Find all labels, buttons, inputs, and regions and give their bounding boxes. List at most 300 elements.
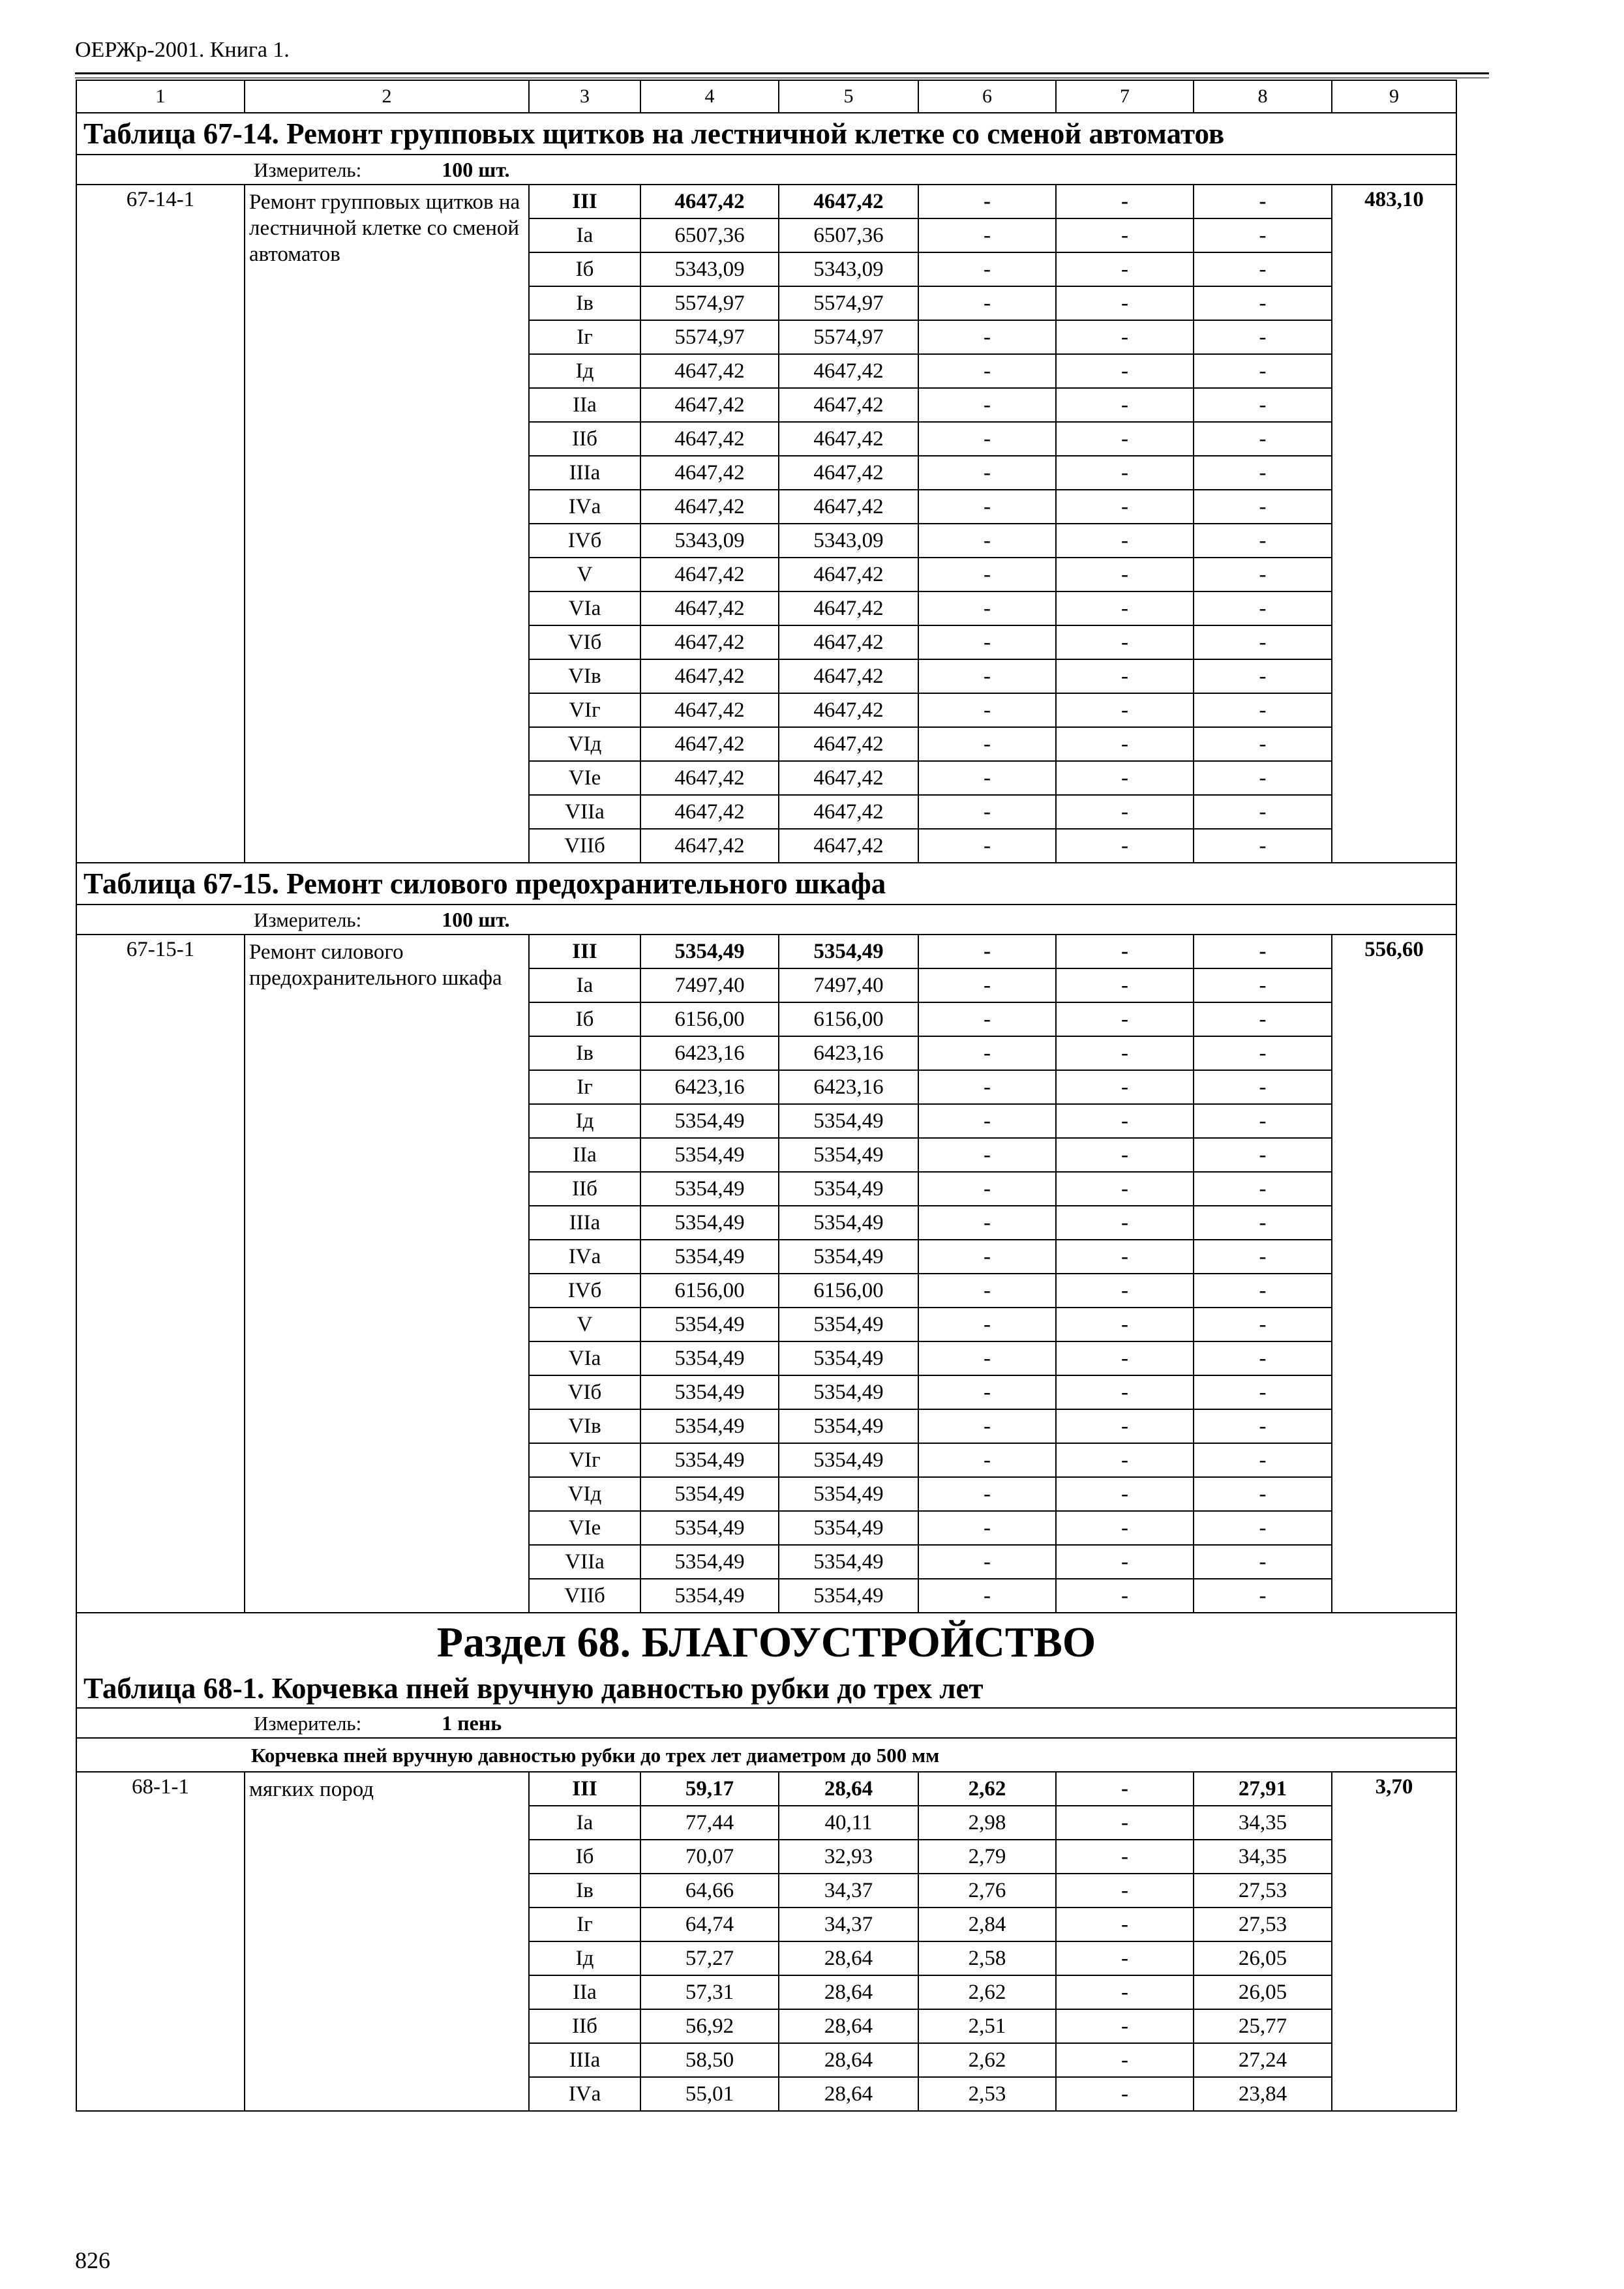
value-cell: 2,98	[918, 1806, 1056, 1840]
value-cell: 4647,42	[640, 727, 779, 761]
value-cell: -	[1056, 1579, 1194, 1613]
value-cell: 2,76	[918, 1874, 1056, 1908]
value-cell: 4647,42	[779, 795, 918, 829]
value-cell: 4647,42	[779, 761, 918, 795]
value-cell: -	[1194, 354, 1332, 388]
column-numbers-row	[76, 80, 1456, 113]
value-cell: -	[918, 727, 1056, 761]
value-cell: -	[1194, 558, 1332, 591]
value-cell: 4647,42	[779, 727, 918, 761]
value-cell: 28,64	[779, 1772, 918, 1806]
zone-cell: V	[529, 1308, 640, 1341]
rate-code: 67-15-1	[76, 935, 245, 1613]
zone-cell: VIIб	[529, 829, 640, 863]
value-cell: -	[918, 354, 1056, 388]
value-cell: 5354,49	[779, 1511, 918, 1545]
value-cell: 5354,49	[640, 1341, 779, 1375]
value-cell: -	[1194, 524, 1332, 558]
value-cell: -	[918, 1545, 1056, 1579]
value-cell: 4647,42	[640, 659, 779, 693]
value-cell: 5354,49	[779, 1579, 918, 1613]
value-cell: 6423,16	[640, 1070, 779, 1104]
value-cell: 59,17	[640, 1772, 779, 1806]
value-cell: 5574,97	[640, 286, 779, 320]
value-cell: -	[1194, 1172, 1332, 1206]
zone-cell: Iа	[529, 968, 640, 1002]
value-cell: -	[1194, 727, 1332, 761]
value-cell: 2,84	[918, 1908, 1056, 1941]
value-cell: -	[918, 1002, 1056, 1036]
value-cell: 4647,42	[640, 388, 779, 422]
table-row	[76, 935, 1456, 968]
value-cell: 5354,49	[779, 1104, 918, 1138]
value-cell: -	[1056, 1274, 1194, 1308]
zone-cell: VIд	[529, 727, 640, 761]
value-cell: 4647,42	[640, 354, 779, 388]
value-cell: -	[1194, 490, 1332, 524]
value-cell: 4647,42	[640, 185, 779, 218]
zone-cell: VIе	[529, 761, 640, 795]
value-cell: -	[1056, 761, 1194, 795]
value-cell: 5354,49	[779, 1409, 918, 1443]
value-cell: -	[918, 1104, 1056, 1138]
table-subtitle-text: Корчевка пней вручную давностью рубки до трех лет диаметром до 500 мм	[251, 1743, 940, 1767]
value-cell: 5354,49	[640, 1308, 779, 1341]
value-cell: 5574,97	[640, 320, 779, 354]
value-cell: 5343,09	[779, 524, 918, 558]
value-cell: -	[1056, 218, 1194, 252]
zone-cell: IIIа	[529, 1206, 640, 1240]
value-cell: -	[1194, 286, 1332, 320]
value-cell: -	[918, 659, 1056, 693]
value-cell: 5354,49	[640, 1443, 779, 1477]
value-cell: -	[918, 761, 1056, 795]
table-title: Таблица 68-1. Корчевка пней вручную давностью рубки до трех лет	[76, 1669, 1456, 1708]
zone-cell: VIб	[529, 625, 640, 659]
rate-description: Ремонт силового предохранительного шкафа	[245, 935, 529, 1613]
value-cell: 5354,49	[640, 1375, 779, 1409]
value-cell: 5574,97	[779, 320, 918, 354]
value-cell: -	[1194, 1070, 1332, 1104]
value-cell: 34,37	[779, 1874, 918, 1908]
value-cell: -	[918, 795, 1056, 829]
value-cell: 6156,00	[779, 1002, 918, 1036]
value-cell: -	[1056, 422, 1194, 456]
value-cell: -	[918, 1206, 1056, 1240]
value-cell: -	[1056, 524, 1194, 558]
measure-cell	[76, 1708, 1456, 1738]
value-cell: 5354,49	[779, 1477, 918, 1511]
value-cell: 27,53	[1194, 1874, 1332, 1908]
value-cell: 28,64	[779, 2077, 918, 2111]
value-cell: 6507,36	[779, 218, 918, 252]
column-number: 1	[76, 80, 245, 113]
value-cell: -	[1056, 1104, 1194, 1138]
value-cell: 4647,42	[779, 693, 918, 727]
zone-cell: Iб	[529, 1840, 640, 1874]
value-cell: 5354,49	[779, 1375, 918, 1409]
value-cell: 5354,49	[779, 1138, 918, 1172]
measure-cell	[76, 155, 1456, 185]
rate-code: 67-14-1	[76, 185, 245, 863]
value-cell: -	[1194, 795, 1332, 829]
value-cell: 5354,49	[640, 1240, 779, 1274]
zone-cell: Iб	[529, 1002, 640, 1036]
value-cell: 5354,49	[640, 1138, 779, 1172]
value-cell: -	[1194, 252, 1332, 286]
value-cell: 4647,42	[779, 829, 918, 863]
value-cell: 5354,49	[779, 1240, 918, 1274]
column-number: 4	[640, 80, 779, 113]
value-cell: 4647,42	[640, 558, 779, 591]
value-cell: -	[1056, 591, 1194, 625]
column-number: 7	[1056, 80, 1194, 113]
table-row	[76, 1772, 1456, 1806]
zone-cell: Iд	[529, 354, 640, 388]
measure-row	[76, 155, 1456, 185]
value-cell: 5354,49	[640, 1104, 779, 1138]
value-cell: -	[1194, 1104, 1332, 1138]
value-cell: -	[1194, 591, 1332, 625]
value-cell: -	[1056, 1240, 1194, 1274]
value-cell: -	[1194, 1511, 1332, 1545]
value-cell: 6156,00	[779, 1274, 918, 1308]
value-cell: -	[918, 1341, 1056, 1375]
column-9-value: 556,60	[1332, 935, 1456, 1613]
zone-cell: Iв	[529, 286, 640, 320]
value-cell: 4647,42	[640, 490, 779, 524]
column-number: 6	[918, 80, 1056, 113]
value-cell: 5354,49	[779, 935, 918, 968]
value-cell: -	[918, 1409, 1056, 1443]
value-cell: -	[1194, 1002, 1332, 1036]
value-cell: -	[918, 1070, 1056, 1104]
value-cell: 6423,16	[640, 1036, 779, 1070]
zone-cell: Iа	[529, 1806, 640, 1840]
value-cell: -	[1056, 935, 1194, 968]
value-cell: -	[918, 1579, 1056, 1613]
value-cell: -	[918, 524, 1056, 558]
value-cell: 23,84	[1194, 2077, 1332, 2111]
measure-cell	[76, 905, 1456, 935]
value-cell: 27,24	[1194, 2043, 1332, 2077]
measure-row	[76, 905, 1456, 935]
page-number: 826	[75, 2247, 110, 2273]
value-cell: -	[1194, 1477, 1332, 1511]
table-title: Таблица 67-15. Ремонт силового предохранительного шкафа	[76, 863, 1456, 905]
zone-cell: VIв	[529, 659, 640, 693]
value-cell: 5574,97	[779, 286, 918, 320]
value-cell: 4647,42	[640, 761, 779, 795]
value-cell: -	[918, 558, 1056, 591]
value-cell: -	[1056, 1002, 1194, 1036]
value-cell: 4647,42	[640, 625, 779, 659]
value-cell: -	[1056, 388, 1194, 422]
zone-cell: VIб	[529, 1375, 640, 1409]
zone-cell: III	[529, 185, 640, 218]
value-cell: 5354,49	[640, 1172, 779, 1206]
value-cell: -	[1194, 625, 1332, 659]
zone-cell: IVа	[529, 1240, 640, 1274]
value-cell: -	[918, 490, 1056, 524]
value-cell: 4647,42	[779, 388, 918, 422]
value-cell: -	[1194, 1206, 1332, 1240]
value-cell: 58,50	[640, 2043, 779, 2077]
value-cell: 2,58	[918, 1941, 1056, 1975]
column-number: 2	[245, 80, 529, 113]
value-cell: 4647,42	[640, 693, 779, 727]
value-cell: 57,27	[640, 1941, 779, 1975]
value-cell: 5354,49	[640, 1206, 779, 1240]
table-title-row	[76, 113, 1456, 155]
value-cell: 4647,42	[779, 490, 918, 524]
value-cell: -	[1056, 1443, 1194, 1477]
value-cell: -	[918, 1477, 1056, 1511]
value-cell: -	[1056, 490, 1194, 524]
rate-description: мягких пород	[245, 1772, 529, 2111]
value-cell: 2,51	[918, 2009, 1056, 2043]
value-cell: -	[1056, 1806, 1194, 1840]
value-cell: -	[1056, 456, 1194, 490]
zone-cell: IIIа	[529, 456, 640, 490]
value-cell: -	[1194, 218, 1332, 252]
value-cell: -	[1056, 252, 1194, 286]
value-cell: 70,07	[640, 1840, 779, 1874]
value-cell: 28,64	[779, 1975, 918, 2009]
value-cell: -	[1056, 354, 1194, 388]
value-cell: -	[1056, 286, 1194, 320]
value-cell: -	[1056, 1341, 1194, 1375]
value-cell: -	[918, 422, 1056, 456]
zone-cell: Iв	[529, 1036, 640, 1070]
zone-cell: IVа	[529, 490, 640, 524]
zone-cell: VIа	[529, 591, 640, 625]
running-header: ОЕРЖр-2001. Книга 1.	[75, 38, 290, 62]
value-cell: -	[1056, 1308, 1194, 1341]
value-cell: -	[1056, 1409, 1194, 1443]
value-cell: 64,74	[640, 1908, 779, 1941]
value-cell: 4647,42	[779, 558, 918, 591]
zone-cell: VIе	[529, 1511, 640, 1545]
value-cell: 26,05	[1194, 1975, 1332, 2009]
value-cell: 56,92	[640, 2009, 779, 2043]
value-cell: 2,62	[918, 1975, 1056, 2009]
zone-cell: Iг	[529, 320, 640, 354]
value-cell: 27,53	[1194, 1908, 1332, 1941]
value-cell: -	[918, 1274, 1056, 1308]
column-number: 8	[1194, 80, 1332, 113]
value-cell: -	[1194, 1341, 1332, 1375]
value-cell: 28,64	[779, 2043, 918, 2077]
value-cell: 7497,40	[640, 968, 779, 1002]
value-cell: -	[1194, 1409, 1332, 1443]
value-cell: -	[1194, 1274, 1332, 1308]
value-cell: 34,37	[779, 1908, 918, 1941]
value-cell: 6156,00	[640, 1002, 779, 1036]
value-cell: -	[1056, 1908, 1194, 1941]
value-cell: -	[918, 286, 1056, 320]
section-title-row	[76, 1613, 1456, 1669]
value-cell: -	[1194, 1308, 1332, 1341]
value-cell: 64,66	[640, 1874, 779, 1908]
value-cell: -	[1194, 659, 1332, 693]
value-cell: 6423,16	[779, 1036, 918, 1070]
measure-label: Измеритель:	[254, 908, 362, 931]
value-cell: 5354,49	[779, 1206, 918, 1240]
zone-cell: Iд	[529, 1104, 640, 1138]
value-cell: -	[918, 218, 1056, 252]
value-cell: 34,35	[1194, 1840, 1332, 1874]
value-cell: -	[918, 1443, 1056, 1477]
value-cell: 4647,42	[640, 829, 779, 863]
zone-cell: III	[529, 1772, 640, 1806]
value-cell: -	[1194, 693, 1332, 727]
value-cell: -	[918, 456, 1056, 490]
value-cell: 40,11	[779, 1806, 918, 1840]
value-cell: 5354,49	[640, 1409, 779, 1443]
zone-cell: V	[529, 558, 640, 591]
value-cell: -	[918, 935, 1056, 968]
value-cell: 2,53	[918, 2077, 1056, 2111]
value-cell: -	[1056, 1172, 1194, 1206]
value-cell: 6423,16	[779, 1070, 918, 1104]
table-row	[76, 185, 1456, 218]
value-cell: -	[1056, 968, 1194, 1002]
value-cell: -	[918, 1138, 1056, 1172]
value-cell: -	[1056, 1941, 1194, 1975]
zone-cell: IIб	[529, 1172, 640, 1206]
value-cell: 4647,42	[779, 185, 918, 218]
value-cell: 77,44	[640, 1806, 779, 1840]
value-cell: 4647,42	[779, 625, 918, 659]
value-cell: 2,62	[918, 2043, 1056, 2077]
value-cell: 2,62	[918, 1772, 1056, 1806]
header-rule-thick	[75, 72, 1489, 74]
value-cell: 5354,49	[779, 1545, 918, 1579]
value-cell: -	[918, 625, 1056, 659]
value-cell: 6507,36	[640, 218, 779, 252]
value-cell: 5354,49	[640, 1545, 779, 1579]
value-cell: -	[918, 1511, 1056, 1545]
value-cell: 5343,09	[640, 524, 779, 558]
column-number: 9	[1332, 80, 1456, 113]
zone-cell: VIв	[529, 1409, 640, 1443]
value-cell: -	[1056, 2009, 1194, 2043]
value-cell: 7497,40	[779, 968, 918, 1002]
rate-description: Ремонт групповых щитков на лестничной клетке со сменой автоматов	[245, 185, 529, 863]
value-cell: -	[918, 252, 1056, 286]
subtitle-row	[76, 1738, 1456, 1772]
value-cell: 5354,49	[640, 1477, 779, 1511]
value-cell: -	[1056, 829, 1194, 863]
zone-cell: VIIа	[529, 1545, 640, 1579]
column-number: 5	[779, 80, 918, 113]
zone-cell: VIд	[529, 1477, 640, 1511]
value-cell: -	[918, 320, 1056, 354]
value-cell: -	[918, 1036, 1056, 1070]
rates-table-body	[76, 80, 1456, 2111]
value-cell: 25,77	[1194, 2009, 1332, 2043]
value-cell: 26,05	[1194, 1941, 1332, 1975]
measure-value: 100 шт.	[442, 158, 510, 181]
value-cell: -	[918, 1308, 1056, 1341]
value-cell: -	[1194, 320, 1332, 354]
value-cell: -	[1194, 1375, 1332, 1409]
zone-cell: VIг	[529, 693, 640, 727]
measure-row	[76, 1708, 1456, 1738]
value-cell: -	[1056, 185, 1194, 218]
value-cell: 4647,42	[779, 422, 918, 456]
table-title-row	[76, 1669, 1456, 1708]
value-cell: 34,35	[1194, 1806, 1332, 1840]
section-title: Раздел 68. БЛАГОУСТРОЙСТВО	[76, 1613, 1456, 1669]
value-cell: -	[1056, 1772, 1194, 1806]
zone-cell: VIа	[529, 1341, 640, 1375]
value-cell: 28,64	[779, 2009, 918, 2043]
value-cell: -	[1056, 693, 1194, 727]
value-cell: 55,01	[640, 2077, 779, 2111]
zone-cell: VIIа	[529, 795, 640, 829]
measure-label: Измеритель:	[254, 1712, 362, 1735]
zone-cell: Iг	[529, 1070, 640, 1104]
value-cell: 4647,42	[640, 591, 779, 625]
value-cell: -	[1194, 1240, 1332, 1274]
value-cell: -	[1056, 1840, 1194, 1874]
value-cell: -	[1056, 2077, 1194, 2111]
value-cell: -	[918, 693, 1056, 727]
column-9-value: 3,70	[1332, 1772, 1456, 2111]
value-cell: 4647,42	[640, 795, 779, 829]
value-cell: 57,31	[640, 1975, 779, 2009]
value-cell: -	[918, 829, 1056, 863]
value-cell: -	[1194, 1579, 1332, 1613]
value-cell: -	[1056, 625, 1194, 659]
value-cell: -	[918, 591, 1056, 625]
value-cell: 5343,09	[640, 252, 779, 286]
value-cell: -	[1056, 320, 1194, 354]
value-cell: 4647,42	[779, 591, 918, 625]
value-cell: -	[918, 1240, 1056, 1274]
value-cell: -	[1194, 1138, 1332, 1172]
value-cell: 2,79	[918, 1840, 1056, 1874]
value-cell: -	[918, 1172, 1056, 1206]
value-cell: -	[1056, 1545, 1194, 1579]
rates-table	[76, 80, 1457, 2112]
measure-value: 100 шт.	[442, 908, 510, 931]
zone-cell: VIг	[529, 1443, 640, 1477]
value-cell: 5354,49	[779, 1341, 918, 1375]
value-cell: -	[1194, 388, 1332, 422]
value-cell: 6156,00	[640, 1274, 779, 1308]
zone-cell: Iб	[529, 252, 640, 286]
measure-label: Измеритель:	[254, 158, 362, 181]
column-number: 3	[529, 80, 640, 113]
zone-cell: III	[529, 935, 640, 968]
value-cell: -	[1194, 761, 1332, 795]
value-cell: 5354,49	[779, 1172, 918, 1206]
value-cell: 32,93	[779, 1840, 918, 1874]
zone-cell: VIIб	[529, 1579, 640, 1613]
zone-cell: IVб	[529, 524, 640, 558]
zone-cell: IIIа	[529, 2043, 640, 2077]
value-cell: 5354,49	[640, 1511, 779, 1545]
zone-cell: IVб	[529, 1274, 640, 1308]
table-title: Таблица 67-14. Ремонт групповых щитков на лестничной клетке со сменой автоматов	[76, 113, 1456, 155]
zone-cell: IIб	[529, 2009, 640, 2043]
zone-cell: Iг	[529, 1908, 640, 1941]
value-cell: -	[1056, 1975, 1194, 2009]
value-cell: -	[1194, 456, 1332, 490]
